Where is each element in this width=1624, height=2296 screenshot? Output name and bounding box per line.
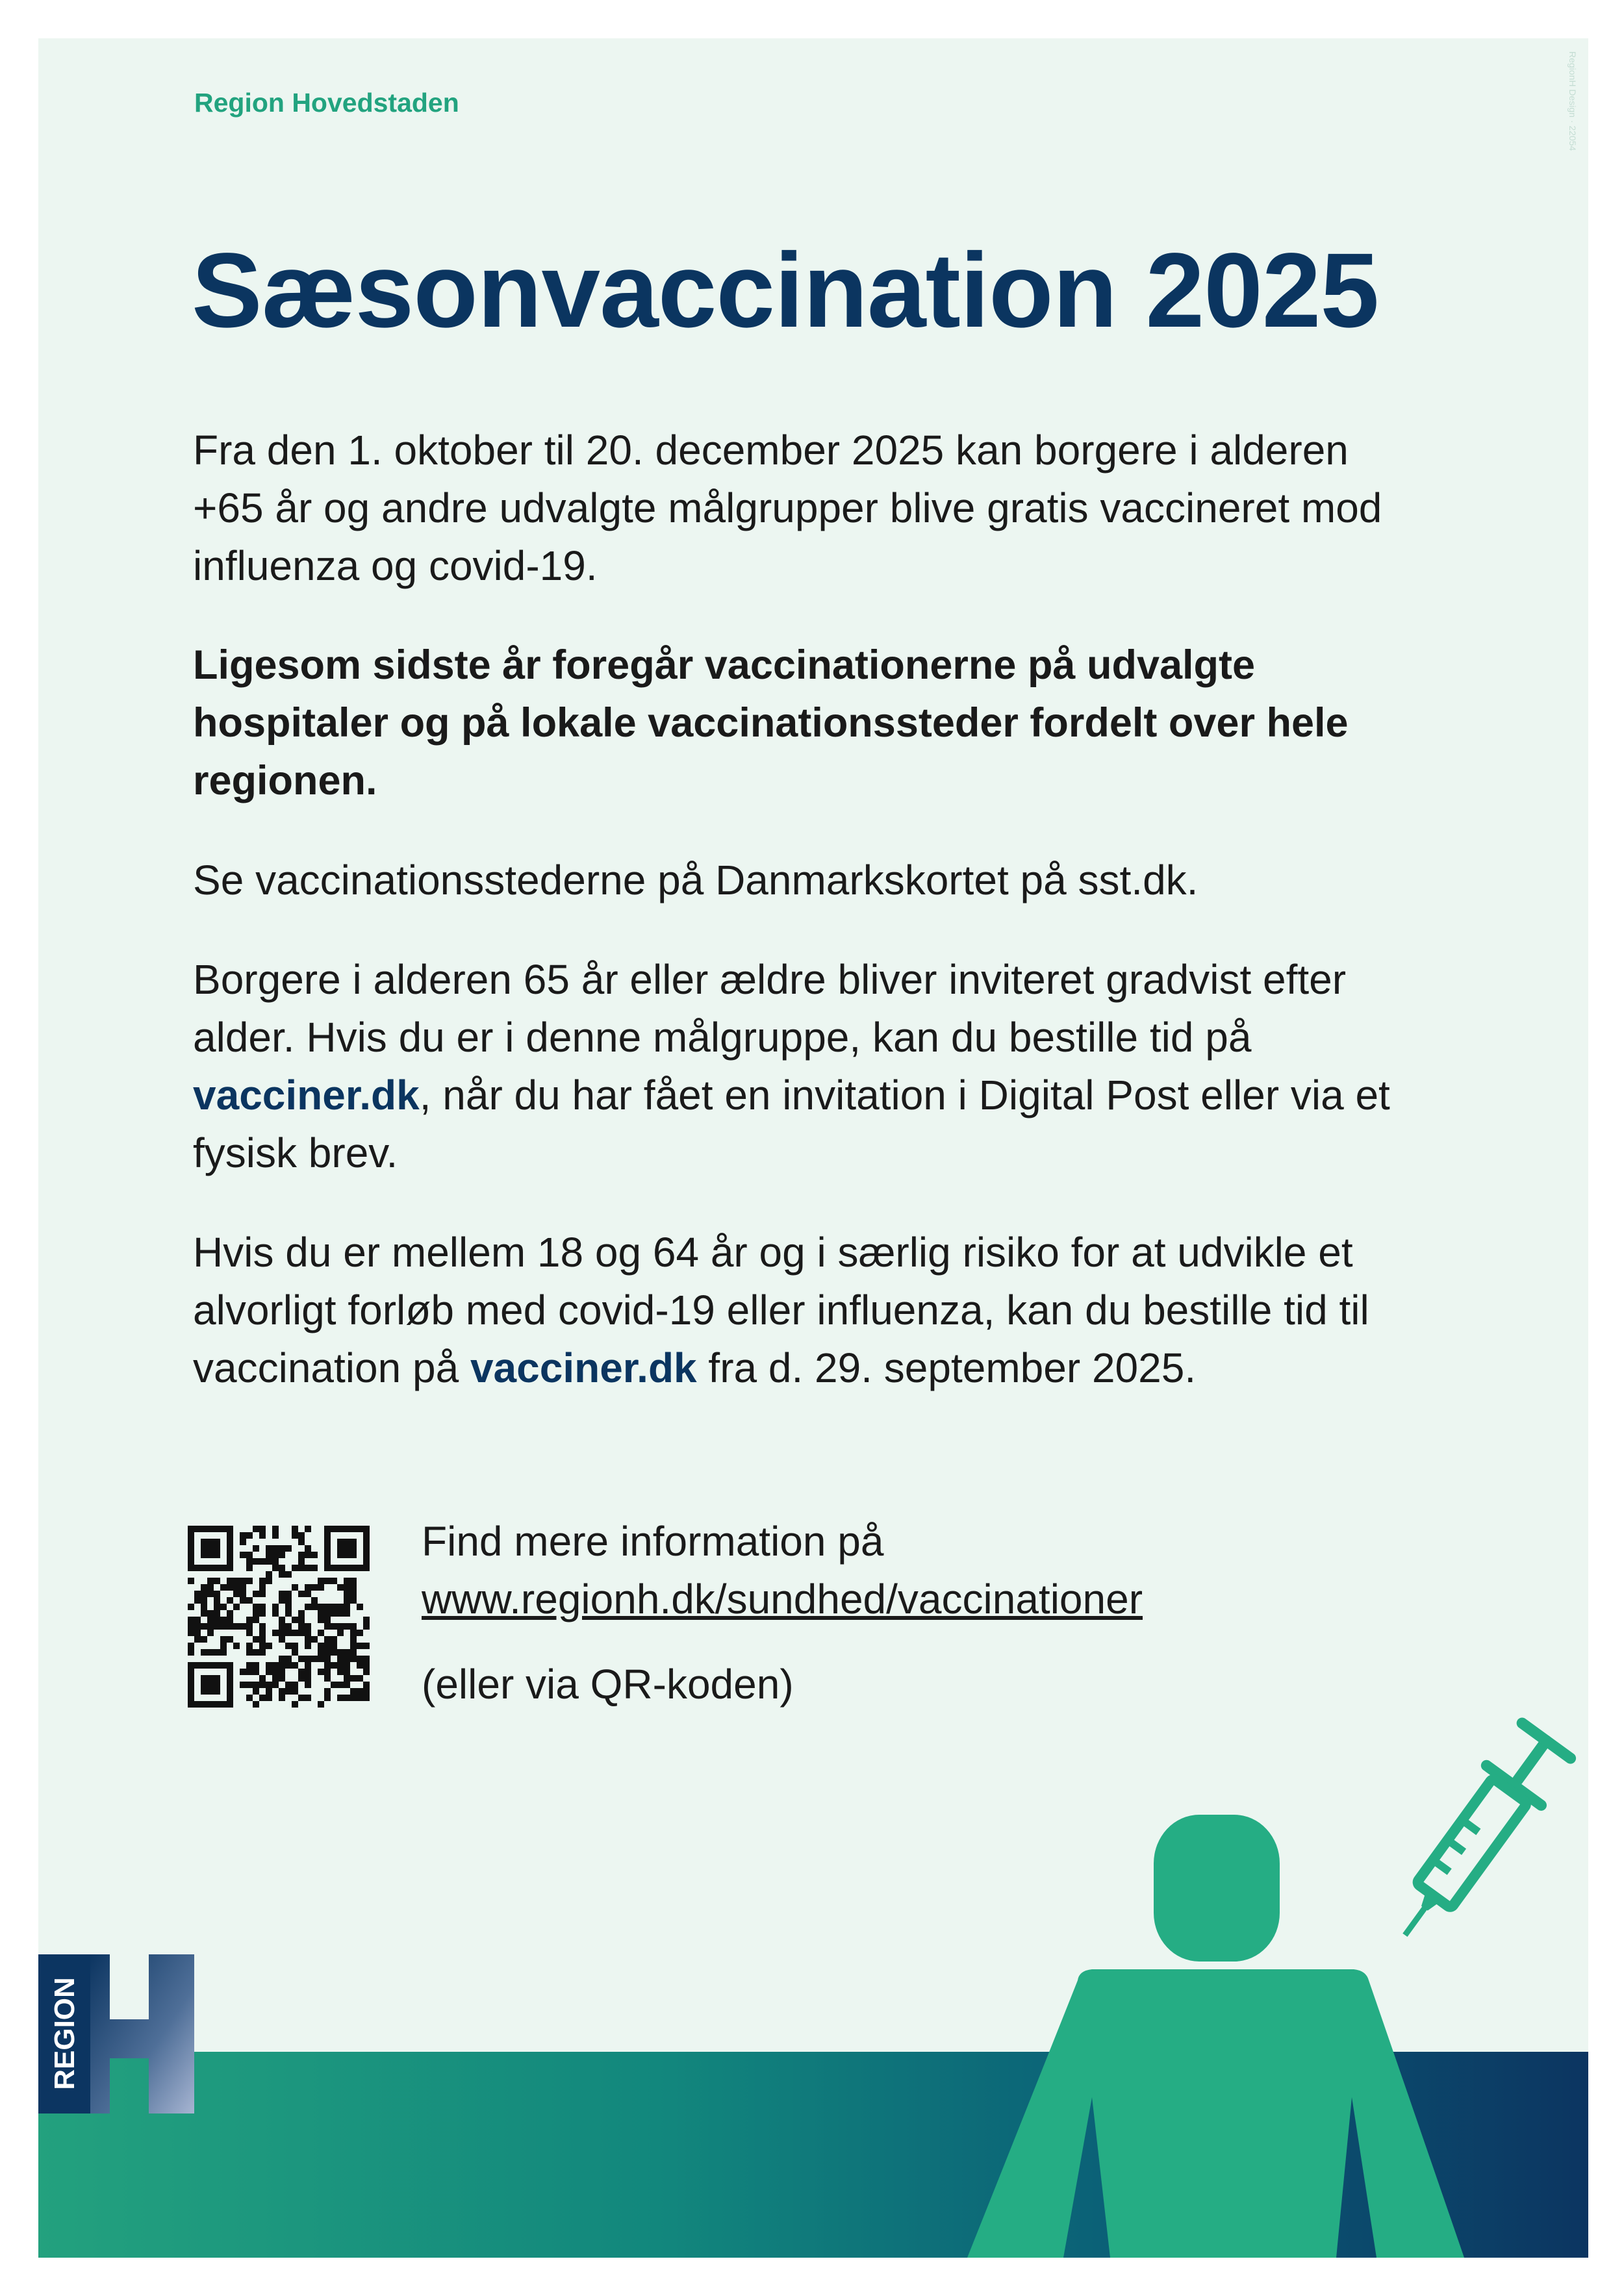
risk-paragraph xyxy=(193,1224,1427,1397)
info-block xyxy=(422,1513,1143,1713)
qr-code[interactable] xyxy=(188,1526,370,1708)
elderly-text-after: , når du har fået en invitation i Digital Post eller via et fysisk brev. xyxy=(193,1072,1390,1176)
vacciner-link[interactable]: vacciner.dk xyxy=(193,1072,420,1118)
body-text xyxy=(193,422,1427,1397)
logo-text: REGION xyxy=(49,1977,81,2090)
info-qr-note: (eller via QR-koden) xyxy=(422,1661,794,1708)
bold-paragraph: Ligesom sidste år foregår vaccinationerne på udvalgte hospitaler og på lokale vaccinationssteder fordelt over hele regionen. xyxy=(193,642,1349,803)
risk-text-after: fra d. 29. september 2025. xyxy=(696,1344,1197,1391)
vacciner-link-2[interactable]: vacciner.dk xyxy=(470,1344,697,1391)
elderly-text-before: Borgere i alderen 65 år eller ældre bliver inviteret gradvist efter alder. Hvis du er i denne målgruppe, kan du bestille tid på xyxy=(193,956,1347,1061)
page-title: Sæsonvaccination 2025 xyxy=(192,231,1379,349)
intro-paragraph: Fra den 1. oktober til 20. december 2025 kan borgere i alderen +65 år og andre udvalgte målgrupper blive gratis vaccineret mod influenza og covid-19. xyxy=(193,427,1382,589)
sst-paragraph: Se vaccinationsstederne på Danmarkskortet på sst.dk. xyxy=(193,857,1199,903)
syringe-icon xyxy=(1378,1721,1574,1954)
info-intro: Find mere information på xyxy=(422,1518,884,1565)
person-body-icon xyxy=(967,1969,1464,2258)
risk-text-before: Hvis du er mellem 18 og 64 år og i særlig risiko for at udvikle et alvorligt forløb med covid-19 eller influenza, kan du bestille tid til vaccination på xyxy=(193,1229,1369,1391)
qr-code-graphic xyxy=(188,1526,370,1708)
region-h-logo-icon xyxy=(38,1954,194,2113)
info-url-link[interactable]: www.regionh.dk/sundhed/vaccinationer xyxy=(422,1576,1143,1622)
organization-name: Region Hovedstaden xyxy=(194,88,459,118)
design-credit: RegionH Design · 22054 xyxy=(1567,51,1578,151)
elderly-paragraph xyxy=(193,951,1427,1182)
poster xyxy=(38,38,1588,2258)
person-head-icon xyxy=(1154,1815,1280,1962)
vaccination-illustration-icon xyxy=(922,1701,1588,2258)
